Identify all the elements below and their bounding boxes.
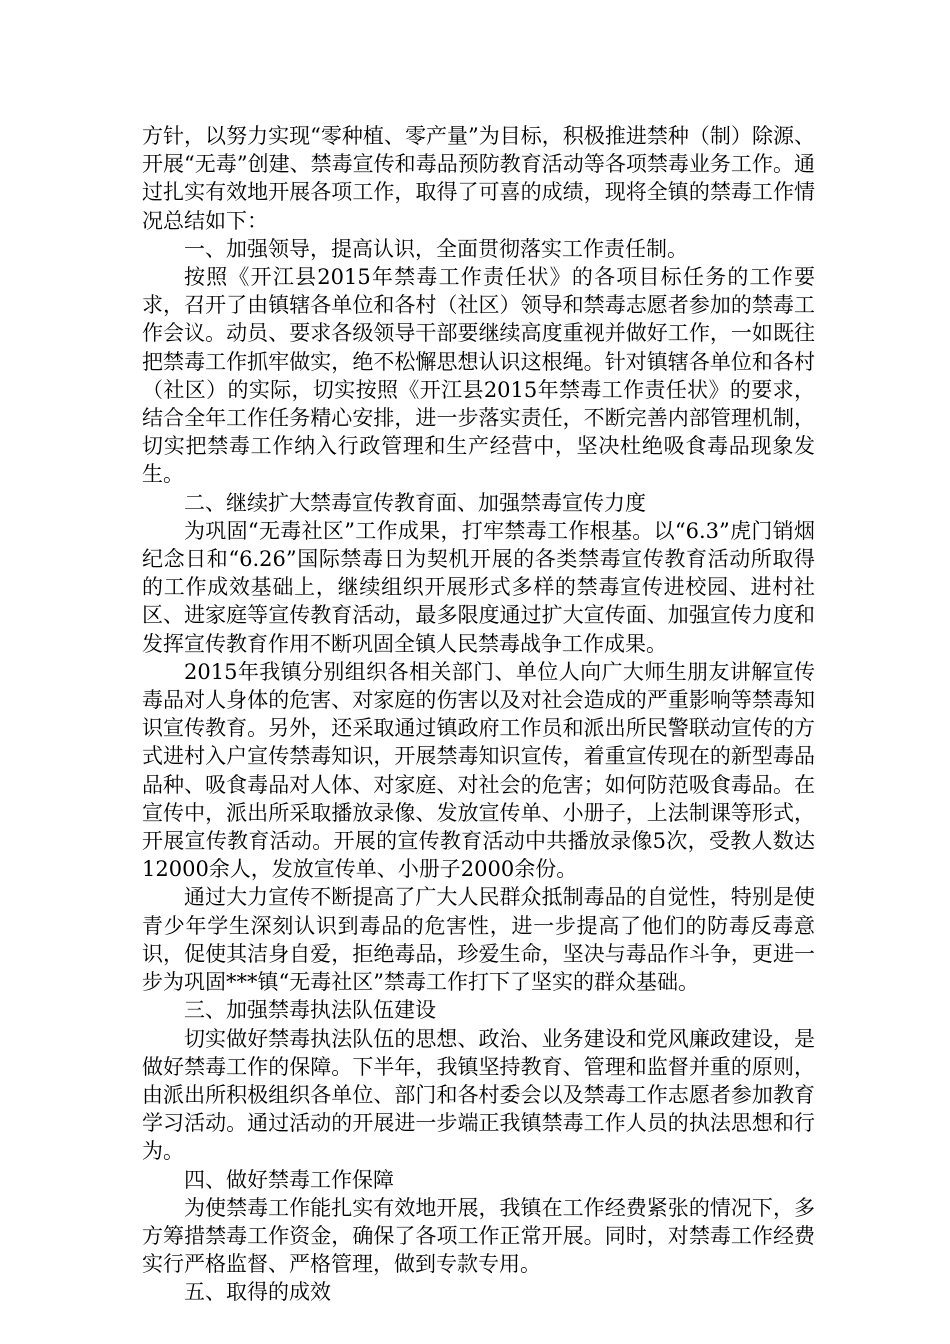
- section-1-paragraph: 按照《开江县2015年禁毒工作责任状》的各项目标任务的工作要求，召开了由镇辖各单位和各村（社区）领导和禁毒志愿者参加的禁毒工作会议。动员、要求各级领导干部要继续高度重视并做好工作，一如既往把禁毒工作抓牢做实，绝不松懈思想认识这根绳。针对镇辖各单位和各村（社区）的实际，切实按照《开江县2015年禁毒工作责任状》的要求，结合全年工作任务精心安排，进一步落实责任，不断完善内部管理机制，切实把禁毒工作纳入行政管理和生产经营中，坚决杜绝吸食毒品现象发生。: [142, 265, 815, 487]
- section-heading-1: 一、加强领导，提高认识，全面贯彻落实工作责任制。: [184, 236, 688, 261]
- section-2-paragraph-3: 通过大力宣传不断提高了广大人民群众抵制毒品的自觉性，特别是使青少年学生深刻认识到毒品的危害性，进一步提高了他们的防毒反毒意识，促使其洁身自爱，拒绝毒品，珍爱生命，坚决与毒品作斗争，更进一步为巩固***镇“无毒社区”禁毒工作打下了坚实的群众基础。: [142, 885, 815, 995]
- section-4-paragraph: 为使禁毒工作能扎实有效地开展，我镇在工作经费紧张的情况下，多方筹措禁毒工作资金，确保了各项工作正常开展。同时，对禁毒工作经费实行严格监督、严格管理，做到专款专用。: [142, 1195, 815, 1277]
- document-body: [142, 122, 815, 1307]
- intro-paragraph: 方针，以努力实现“零种植、零产量”为目标，积极推进禁种（制）除源、开展“无毒”创建、禁毒宣传和毒品预防教育活动等各项禁毒业务工作。通过扎实有效地开展各项工作，取得了可喜的成绩，现将全镇的禁毒工作情况总结如下：: [142, 124, 815, 233]
- section-heading-4: 四、做好禁毒工作保障: [184, 1167, 394, 1192]
- section-2-paragraph-2: 2015年我镇分别组织各相关部门、单位人向广大师生朋友讲解宣传毒品对人身体的危害、对家庭的伤害以及对社会造成的严重影响等禁毒知识宣传教育。另外，还采取通过镇政府工作员和派出所民警联动宣传的方式进村入户宣传禁毒知识，开展禁毒知识宣传，着重宣传现在的新型毒品品种、吸食毒品对人体、对家庭、对社会的危害；如何防范吸食毒品。在宣传中，派出所采取播放录像、发放宣传单、小册子，上法制课等形式，开展宣传教育活动。开展的宣传教育活动中共播放录像5次，受教人数达12000余人，发放宣传单、小册子2000余份。: [142, 659, 815, 882]
- section-heading-5: 五、取得的成效: [184, 1280, 331, 1305]
- section-heading-2: 二、继续扩大禁毒宣传教育面、加强禁毒宣传力度: [184, 490, 646, 515]
- section-heading-3: 三、加强禁毒执法队伍建设: [184, 998, 436, 1023]
- section-2-paragraph-1: 为巩固“无毒社区”工作成果，打牢禁毒工作根基。以“6.3”虎门销烟纪念日和“6.26”国际禁毒日为契机开展的各类禁毒宣传教育活动所取得的工作成效基础上，继续组织开展形式多样的禁毒宣传进校园、进村社区、进家庭等宣传教育活动，最多限度通过扩大宣传面、加强宣传力度和发挥宣传教育作用不断巩固全镇人民禁毒战争工作成果。: [142, 518, 815, 656]
- section-3-paragraph: 切实做好禁毒执法队伍的思想、政治、业务建设和党风廉政建设，是做好禁毒工作的保障。下半年，我镇坚持教育、管理和监督并重的原则，由派出所积极组织各单位、部门和各村委会以及禁毒工作志愿者参加教育学习活动。通过活动的开展进一步端正我镇禁毒工作人员的执法思想和行为。: [142, 1026, 815, 1164]
